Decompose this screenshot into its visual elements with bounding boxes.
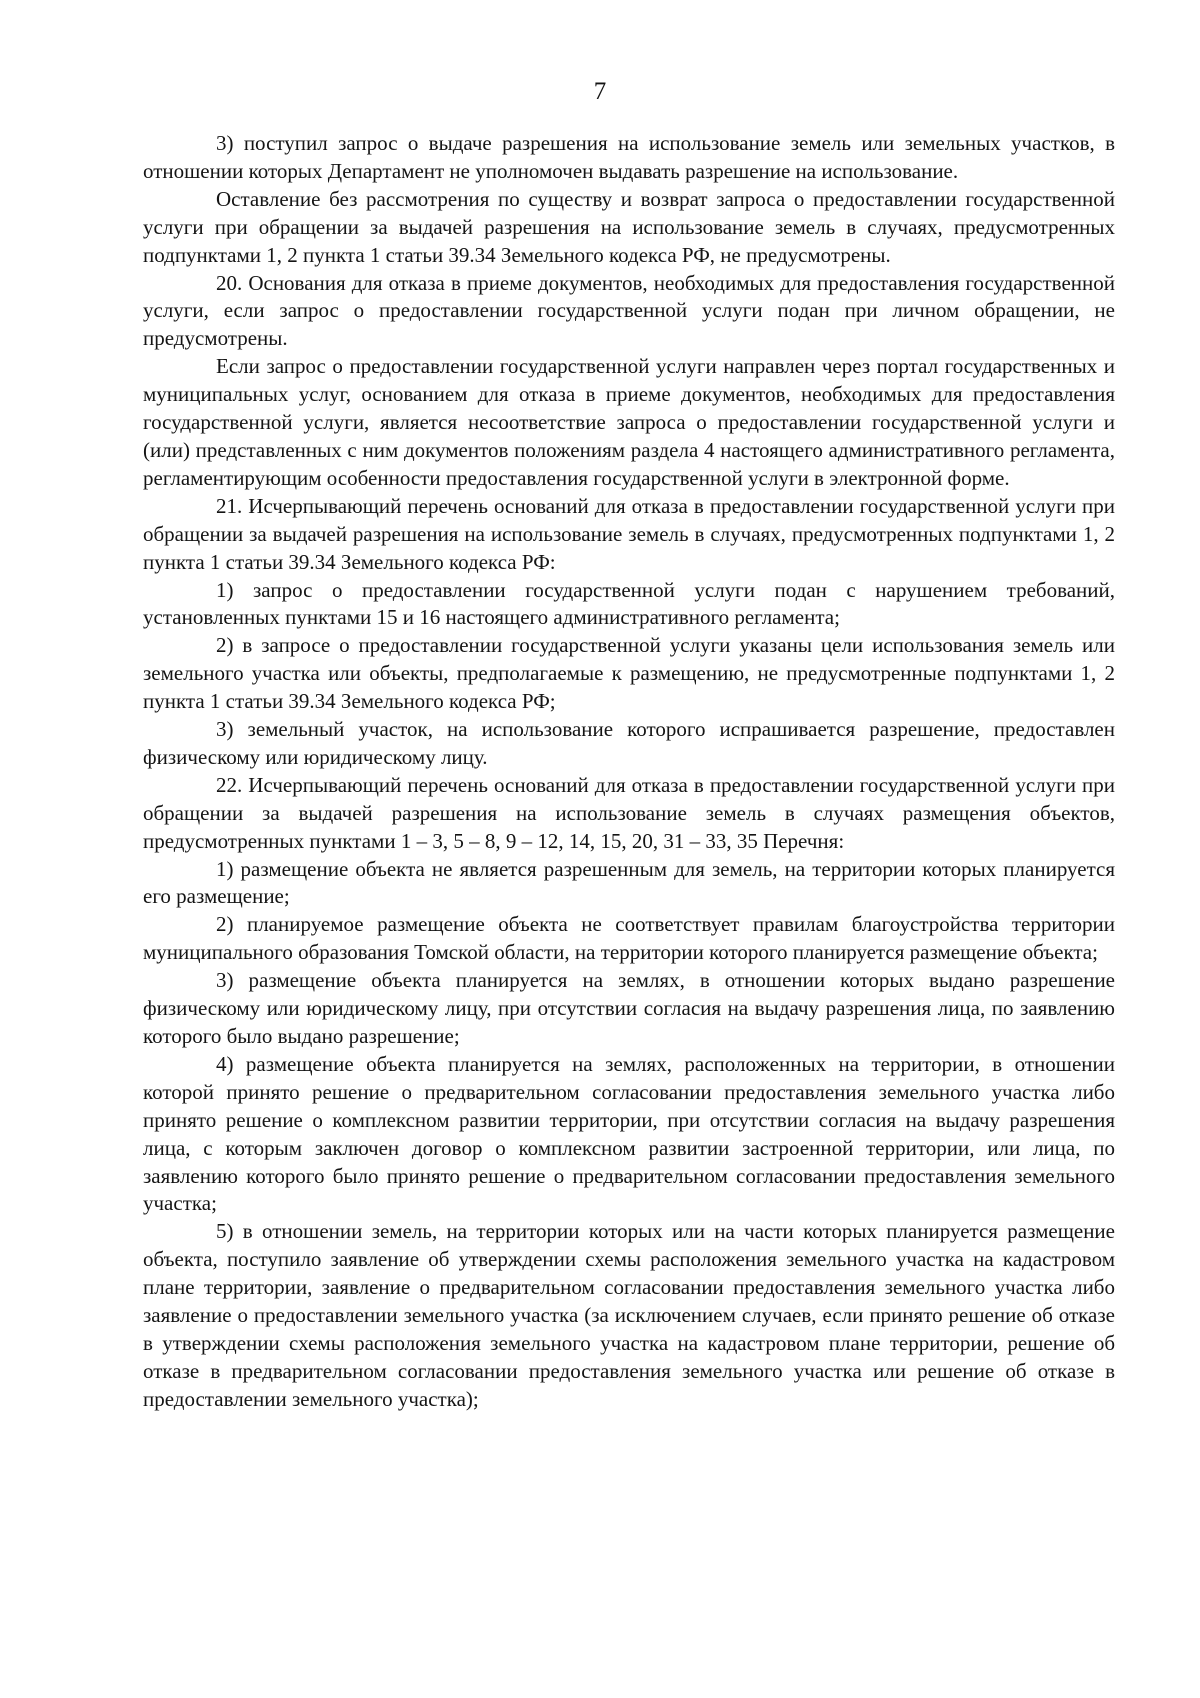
paragraph: 21. Исчерпывающий перечень оснований для отказа в предоставлении государственной услуги при обращении за выдачей разрешения на использование земель в случаях, предусмотренных подпунктами 1, 2 пункта 1 статьи 39.34 Земельного кодекса РФ: [143,493,1115,574]
document-body [143,130,1115,1414]
paragraph: 2) планируемое размещение объекта не соответствует правилам благоустройства территории муниципального образования Томской области, на территории которого планируется размещение объекта; [143,912,1115,965]
paragraph: Оставление без рассмотрения по существу и возврат запроса о предоставлении государственной услуги при обращении за выдачей разрешения на использование земель в случаях, предусмотренных подпунктами 1, 2 пункта 1 статьи 39.34 Земельного кодекса РФ, не предусмотрены. [143,186,1115,267]
paragraph: 22. Исчерпывающий перечень оснований для отказа в предоставлении государственной услуги при обращении за выдачей разрешения на использование земель в случаях размещения объектов, предусмотренных пунктами 1 – 3, 5 – 8, 9 – 12, 14, 15, 20, 31 – 33, 35 Перечня: [143,772,1115,853]
paragraph: Если запрос о предоставлении государственной услуги направлен через портал государственных и муниципальных услуг, основанием для отказа в приеме документов, необходимых для предоставления государственной услуги, является несоответствие запроса о предоставлении государственной услуги и (или) представленных с ним документов положениям раздела 4 настоящего административного регламента, регламентирующим особенности предоставления государственной услуги в электронной форме. [143,354,1115,490]
paragraph: 2) в запросе о предоставлении государственной услуги указаны цели использования земель или земельного участка или объекты, предполагаемые к размещению, не предусмотренные подпунктами 1, 2 пункта 1 статьи 39.34 Земельного кодекса РФ; [143,633,1115,714]
paragraph: 1) размещение объекта не является разрешенным для земель, на территории которых планируется его размещение; [143,856,1115,909]
paragraph: 1) запрос о предоставлении государственной услуги подан с нарушением требований, установленных пунктами 15 и 16 настоящего административного регламента; [143,577,1115,630]
page-number: 7 [593,78,607,105]
paragraph: 3) поступил запрос о выдаче разрешения на использование земель или земельных участков, в отношении которых Департамент не уполномочен выдавать разрешение на использование. [143,131,1115,183]
paragraph: 3) размещение объекта планируется на землях, в отношении которых выдано разрешение физическому или юридическому лицу, при отсутствии согласия на выдачу разрешения лица, по заявлению которого было выдано разрешение; [143,968,1115,1048]
paragraph: 20. Основания для отказа в приеме документов, необходимых для предоставления государственной услуги, если запрос о предоставлении государственной услуги подан при личном обращении, не предусмотрены. [143,270,1115,351]
paragraph: 4) размещение объекта планируется на землях, расположенных на территории, в отношении которой принято решение о предварительном согласовании предоставления земельного участка либо принято решение о комплексном развитии территории, при отсутствии согласия на выдачу разрешения лица, с которым заключен договор о комплексном развитии застроенной территории, или лица, по заявлению которого было принято решение о предварительном согласовании предоставления земельного участка; [143,1051,1115,1216]
paragraph: 5) в отношении земель, на территории которых или на части которых планируется размещение объекта, поступило заявление об утверждении схемы расположения земельного участка на кадастровом плане территории, заявление о предварительном согласовании предоставления земельного участка либо заявление о предоставлении земельного участка (за исключением случаев, если принято решение об отказе в утверждении схемы расположения земельного участка на кадастровом плане территории, решение об отказе в предварительном согласовании предоставления земельного участка или решение об отказе в предоставлении земельного участка); [143,1219,1115,1411]
paragraph: 3) земельный участок, на использование которого испрашивается разрешение, предоставлен физическому или юридическому лицу. [143,717,1115,769]
